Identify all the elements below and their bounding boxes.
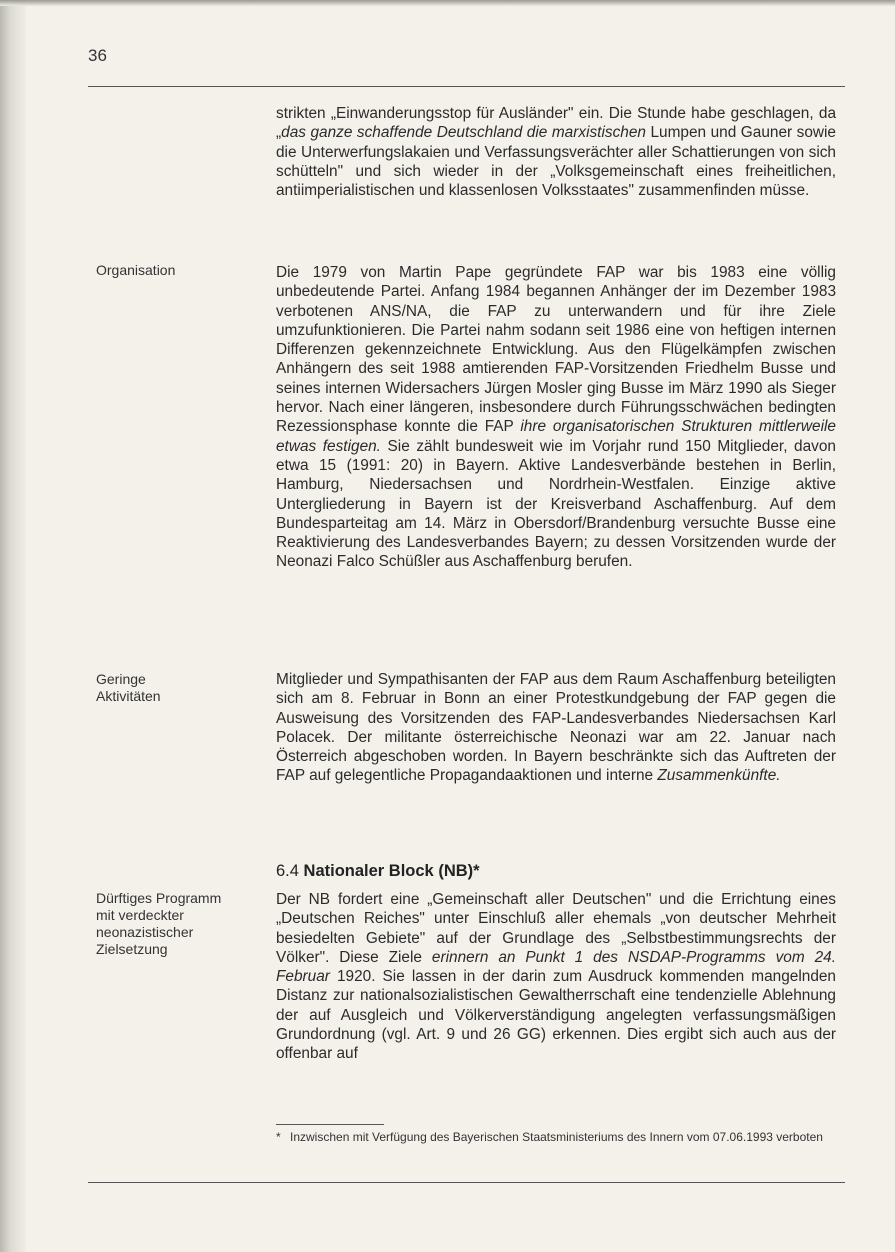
paragraph-text: 1920. Sie lassen in der darin zum Ausdruck kommenden mangelnden Distanz zur nationalsozialistischen Gewaltherrschaft eine tendenzielle Ablehnung der auf Ausgleich und Völkerverständigung angelegten verfassungsmäßigen Grundordnung (vgl. Art. 9 und 26 GG) erkennen. Dies ergibt sich auch aus der offenbar auf — [276, 968, 836, 1063]
footnote — [276, 1130, 831, 1145]
paragraph-text: Lumpen und Gauner sowie die Unterwerfungslakaien und Verfassungsverächter aller Schattierungen von sich schütteln" und sich wieder in der „Volksgemeinschaft eines freiheitlichen, antiimperialistischen und klassenlosen Volksstaates" zusammenfinden müsse. — [276, 124, 836, 200]
paragraph-text: Mitglieder und Sympathisanten der FAP aus dem Raum Aschaffenburg beteiligten sich am 8. Februar in Bonn an einer Protestkundgebung der FAP gegen die Ausweisung des Vorsitzenden des FAP-Landesverbandes Niedersachsen Karl Polacek. Der militante österreichische Neonazi war am 22. Januar nach Österreich abgeschoben worden. In Bayern beschränkte sich das Auftreten der FAP auf gelegentliche Propagandaaktionen und interne — [276, 671, 836, 785]
header-rule — [88, 86, 845, 87]
paragraph-italic: das ganze schaffende Deutschland die marxistischen — [281, 124, 646, 142]
margin-note-organisation: Organisation — [96, 262, 176, 278]
footer-rule — [88, 1182, 845, 1183]
paragraph-italic: Zusammenkünfte. — [657, 767, 781, 785]
paragraph-text: Die 1979 von Martin Pape gegründete FAP war bis 1983 eine völlig unbedeutende Partei. Anfang 1984 begannen Anhänger der im Dezember 1983 verbotenen ANS/NA, die FAP zu unterwandern und für ihre Ziele umzufunktionieren. Die Partei nahm sodann seit 1986 eine von heftigen internen Differenzen gekennzeichnete Entwicklung. Aus den Flügelkämpfen zwischen Anhängern des seit 1988 amtierenden FAP-Vorsitzenden Friedhelm Busse und seines internen Widersachers Jürgen Mosler ging Busse im März 1990 als Sieger hervor. Nach einer längeren, insbesondere durch Führungsschwächen bedingten Rezessionsphase konnte die FAP — [276, 264, 836, 436]
page-binding-shadow — [0, 0, 26, 1252]
page-number: 36 — [88, 46, 107, 65]
section-number: 6.4 — [276, 862, 299, 880]
section-title: Nationaler Block (NB)* — [303, 862, 480, 880]
footnote-rule — [276, 1124, 384, 1125]
paragraph-text: Sie zählt bundesweit wie im Vorjahr rund 150 Mitglieder, davon etwa 15 (1991: 20) in Bayern. Aktive Landesverbände bestehen in Berlin, Hamburg, Niedersachsen und Nordrhein-Westfalen. Einzige aktive Untergliederung in Bayern ist der Kreisverband Aschaffenburg. Auf dem Bundesparteitag am 14. März in Obersdorf/Brandenburg versuchte Busse eine Reaktivierung des Landesverbandes Bayern; zu dessen Vorsitzenden wurde der Neonazi Falco Schüßler aus Aschaffenburg berufen. — [276, 437, 836, 571]
footnote-text: Inzwischen mit Verfügung des Bayerischen Staatsministeriums des Innern vom 07.06.1993 verboten — [290, 1130, 823, 1144]
margin-note-programm: Dürftiges Programm mit verdeckter neonazistischer Zielsetzung — [96, 890, 222, 957]
paragraph-aktivitaeten — [276, 670, 836, 786]
paragraph-programm — [276, 890, 836, 1064]
paragraph-organisation — [276, 263, 836, 572]
paragraph-italic: erinnern an Punkt 1 des NSDAP-Programms vom 24. Februar — [276, 948, 836, 986]
paragraph-text: strikten „Einwanderungsstop für Ausländer" ein. Die Stunde habe geschlagen, da „ — [276, 105, 836, 142]
margin-note-geringe-aktivitaeten: Geringe Aktivitäten — [96, 671, 161, 704]
section-heading — [276, 862, 480, 881]
page-top-shadow — [0, 0, 895, 6]
footnote-mark: * — [276, 1130, 281, 1144]
paragraph-text: Der NB fordert eine „Gemeinschaft aller Deutschen" und die Errichtung eines „Deutschen Reiches" unter Einschluß aller ehemals „von deutscher Mehrheit besiedelten Gebiete" auf der Grundlage des „Selbstbestimmungsrechts der Völker". Diese Ziele — [276, 891, 836, 966]
paragraph-italic: ihre organisatorischen Strukturen mittlerweile etwas festigen. — [276, 418, 836, 455]
paragraph-continuation — [276, 104, 836, 200]
